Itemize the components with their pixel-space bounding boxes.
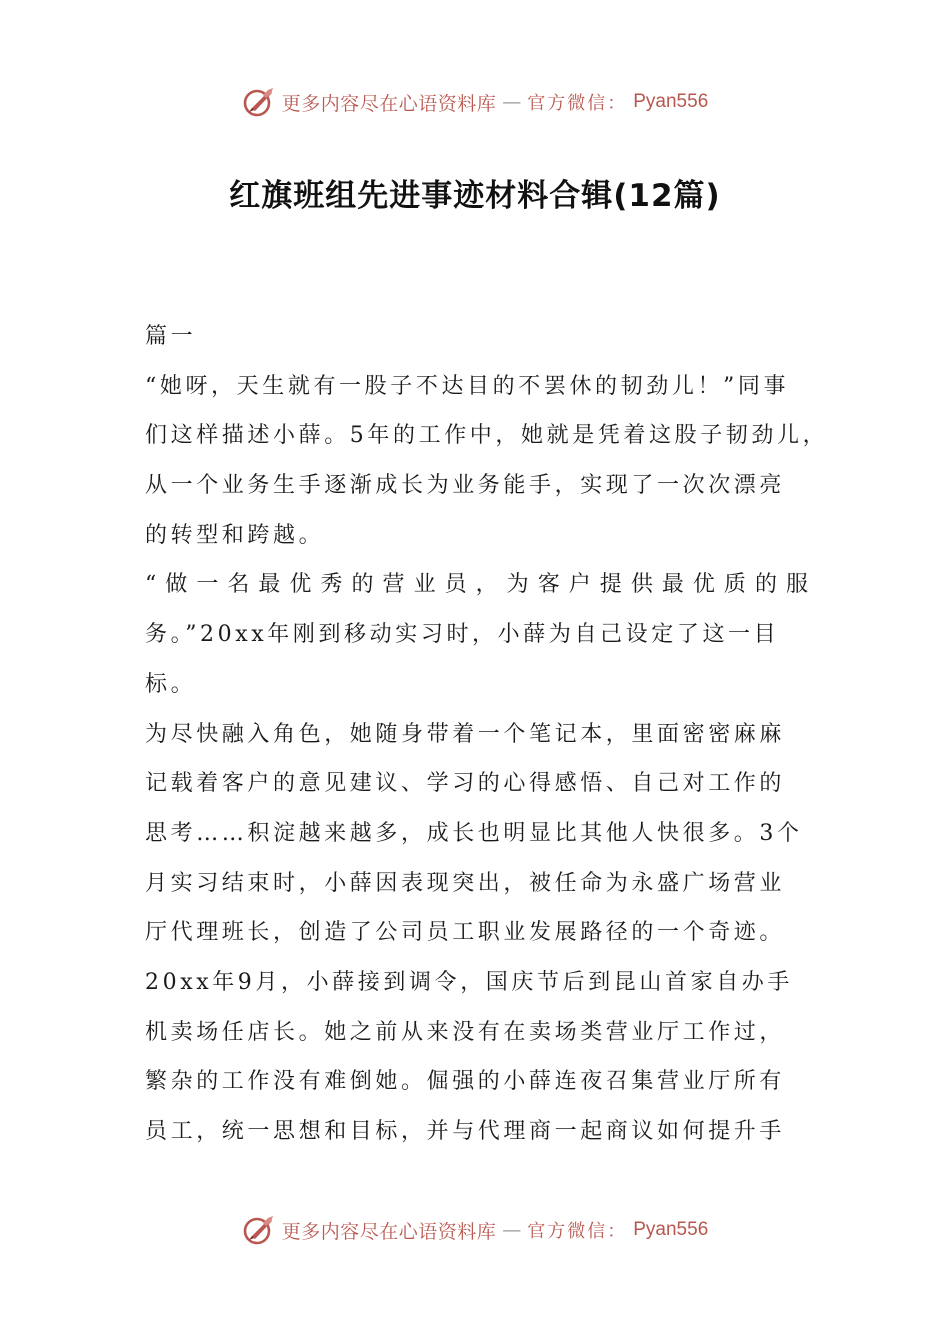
quill-logo-icon: [242, 85, 276, 119]
footer-banner-label: 官方微信：: [527, 1221, 628, 1242]
footer-banner: [0, 1210, 950, 1250]
header-banner-label: 官方微信：: [527, 93, 628, 114]
body-line: 月实习结束时，小薛因表现突出，被任命为永盛广场营业: [145, 870, 786, 896]
section-label: 篇一: [145, 324, 197, 349]
body-line: 的转型和跨越。: [145, 522, 325, 548]
footer-banner-separator: —: [502, 1219, 522, 1241]
footer-banner-account: Pyan556: [633, 1219, 709, 1240]
document-title: 红旗班组先进事迹材料合辑(12篇): [229, 178, 721, 214]
body-line: 机卖场任店长。她之前从来没有在卖场类营业厅工作过，: [145, 1019, 786, 1045]
body-line: 务。”20xx年刚到移动实习时，小薛为自己设定了这一目: [145, 622, 780, 648]
body-line: 标。: [145, 671, 197, 697]
header-banner: [0, 82, 950, 122]
body-line: 员工，统一思想和目标，并与代理商一起商议如何提升手: [145, 1119, 786, 1144]
body-line: 们这样描述小薛。5年的工作中，她就是凭着这股子韧劲儿，: [145, 423, 829, 449]
body-line: “做一名最优秀的营业员，为客户提供最优质的服: [145, 572, 810, 598]
header-banner-text: 更多内容尽在心语资料库: [281, 92, 497, 115]
body-line: “她呀，天生就有一股子不达目的不罢休的韧劲儿！”同事: [145, 373, 790, 399]
body-line: 20xx年9月，小薛接到调令，国庆节后到昆山首家自办手: [145, 969, 794, 995]
footer-banner-text: 更多内容尽在心语资料库: [281, 1220, 497, 1243]
body-line: 从一个业务生手逐渐成长为业务能手，实现了一次次漂亮: [145, 473, 786, 499]
body-line: 为尽快融入角色，她随身带着一个笔记本，里面密密麻麻: [145, 721, 786, 747]
header-banner-account: Pyan556: [633, 91, 709, 112]
body-line: 思考……积淀越来越多，成长也明显比其他人快很多。3个: [145, 820, 803, 846]
body-line: 记载着客户的意见建议、学习的心得感悟、自己对工作的: [145, 771, 786, 797]
header-banner-separator: —: [502, 91, 522, 113]
document-body: [145, 312, 829, 1157]
body-line: 繁杂的工作没有难倒她。倔强的小薛连夜召集营业厅所有: [145, 1069, 786, 1095]
body-line: 厅代理班长，创造了公司员工职业发展路径的一个奇迹。: [145, 920, 786, 946]
quill-logo-icon: [242, 1213, 276, 1247]
